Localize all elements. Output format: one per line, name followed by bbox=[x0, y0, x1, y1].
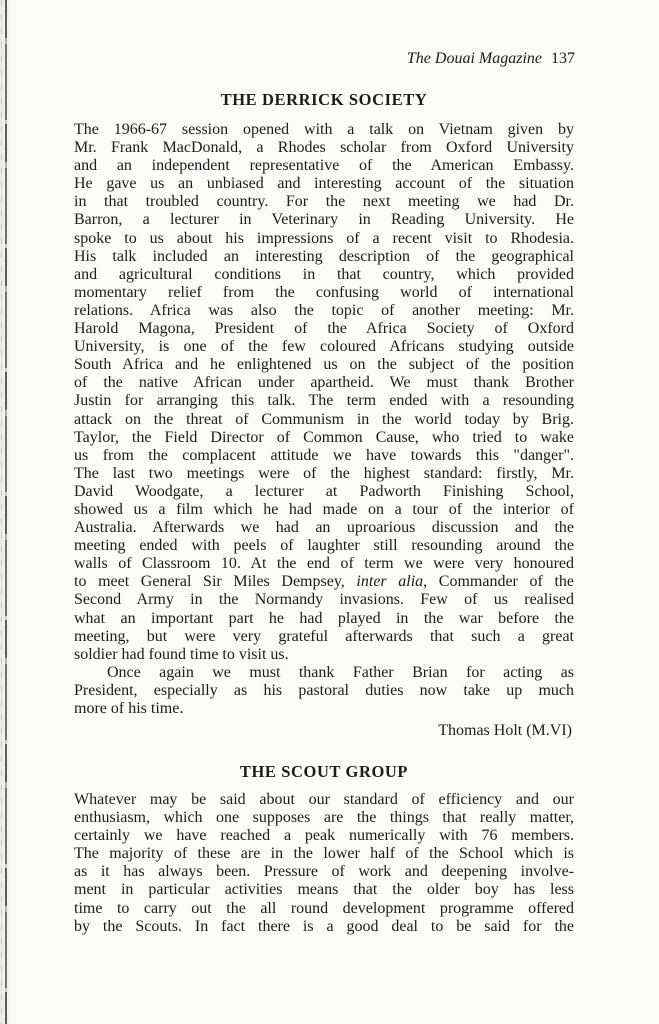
text-line-with-italic bbox=[74, 573, 574, 591]
text-line: relations. Africa was also the topic of another meeting: Mr. bbox=[74, 301, 574, 319]
text-line: in that troubled country. For the next meeting we had Dr. bbox=[74, 193, 574, 211]
text-line: The 1966-67 session opened with a talk on Vietnam given by bbox=[74, 121, 574, 138]
binding-edge bbox=[5, 0, 7, 1024]
author-signature: Thomas Holt (M.VI) bbox=[438, 722, 572, 739]
text-line: Australia. Afterwards we had an uproarious discussion and the bbox=[74, 519, 574, 537]
text-line: and agricultural conditions in that country, which provided bbox=[74, 265, 574, 283]
running-head bbox=[407, 50, 575, 68]
text-line: soldier had found time to visit us. bbox=[74, 645, 289, 663]
text-line: what an important part he had played in the war before the bbox=[74, 609, 574, 627]
text-line: His talk included an interesting description of the geographical bbox=[74, 247, 574, 265]
text-line: Second Army in the Normandy invasions. Few of us realised bbox=[74, 591, 574, 609]
text-line: He gave us an unbiased and interesting account of the situation bbox=[74, 175, 574, 193]
text-line: South Africa and he enlightened us on the subject of the position bbox=[74, 356, 574, 374]
text-run: to meet General Sir Miles Dempsey, bbox=[74, 573, 357, 591]
text-line: Taylor, the Field Director of Common Cause, who tried to wake bbox=[74, 428, 574, 446]
text-line: The last two meetings were of the highest standard: firstly, Mr. bbox=[74, 464, 574, 482]
page-binding-shadow bbox=[0, 0, 14, 1024]
text-line: Once again we must thank Father Brian for acting as bbox=[107, 663, 574, 681]
text-line: Mr. Frank MacDonald, a Rhodes scholar from Oxford University bbox=[74, 139, 574, 157]
text-line: showed us a film which he had made on a tour of the interior of bbox=[74, 500, 574, 518]
text-line: President, especially as his pastoral duties now take up much bbox=[74, 681, 574, 699]
text-line: momentary relief from the confusing world of international bbox=[74, 283, 574, 301]
text-line: walls of Classroom 10. At the end of term we were very honoured bbox=[74, 555, 574, 573]
text-line: The majority of these are in the lower half of the School which is bbox=[74, 845, 574, 863]
text-line: Justin for arranging this talk. The term ended with a resounding bbox=[74, 392, 574, 410]
text-line: enthusiasm, which one supposes are the things that really matter, bbox=[74, 809, 574, 827]
italic-phrase: inter alia bbox=[356, 573, 424, 591]
text-line: Whatever may be said about our standard of efficiency and our bbox=[74, 791, 574, 808]
text-line: certainly we have reached a peak numerically with 76 members. bbox=[74, 827, 574, 845]
text-line: time to carry out the all round development programme offered bbox=[74, 899, 574, 917]
text-line: spoke to us about his impressions of a recent visit to Rhodesia. bbox=[74, 229, 574, 247]
text-line: University, is one of the few coloured Africans studying outside bbox=[74, 338, 574, 356]
text-run: , Commander of the bbox=[423, 573, 574, 591]
text-line: us from the complacent attitude we have towards this "danger". bbox=[74, 446, 574, 464]
text-line: by the Scouts. In fact there is a good deal to be said for the bbox=[74, 917, 574, 935]
text-line: more of his time. bbox=[74, 700, 184, 717]
text-line: David Woodgate, a lecturer at Padworth Finishing School, bbox=[74, 482, 574, 500]
magazine-title: The Douai Magazine bbox=[406, 50, 542, 67]
scout-group-article bbox=[74, 791, 574, 936]
text-line: attack on the threat of Communism in the world today by Brig. bbox=[74, 410, 574, 428]
derrick-society-article bbox=[74, 121, 574, 718]
text-line: of the native African under apartheid. We must thank Brother bbox=[74, 374, 574, 392]
page-number: 137 bbox=[551, 50, 575, 67]
text-line: Harold Magona, President of the Africa Society of Oxford bbox=[74, 320, 574, 338]
scout-group-heading: THE SCOUT GROUP bbox=[239, 762, 409, 781]
binding-edge-faint bbox=[1, 0, 2, 1024]
text-line: Barron, a lecturer in Veterinary in Reading University. He bbox=[74, 211, 574, 229]
derrick-society-heading: THE DERRICK SOCIETY bbox=[220, 90, 428, 109]
text-line: meeting, but were very grateful afterwards that such a great bbox=[74, 627, 574, 645]
text-line: and an independent representative of the American Embassy. bbox=[74, 157, 574, 175]
text-line: ment in particular activities means that the older boy has less bbox=[74, 881, 574, 899]
text-line: as it has always been. Pressure of work and deepening involve- bbox=[74, 863, 574, 881]
text-line: meeting ended with peels of laughter still resounding around the bbox=[74, 537, 574, 555]
